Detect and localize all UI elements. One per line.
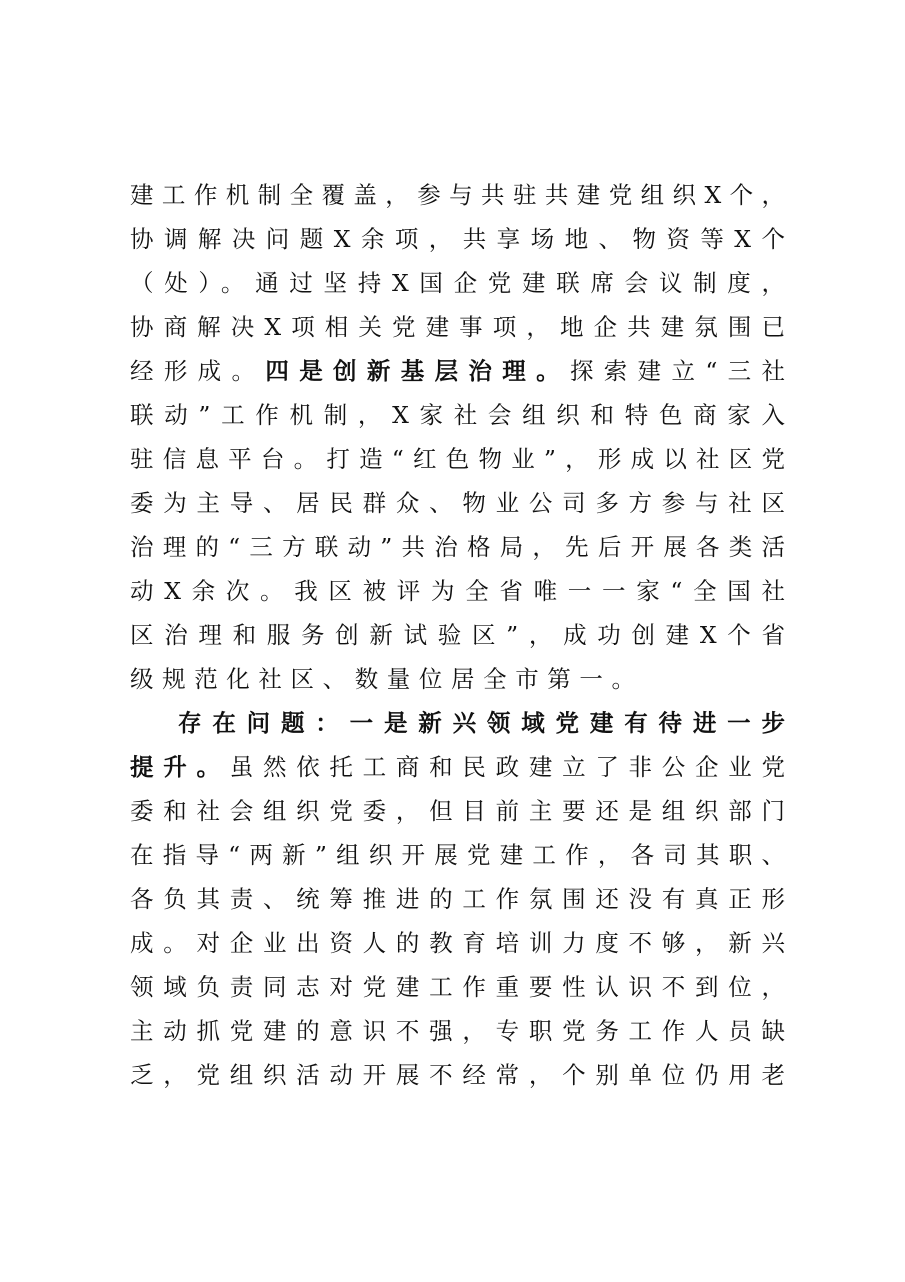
text-run: 经形成。 xyxy=(130,357,266,385)
text-run: 联动”工作机制，X家社会组织和特色商家入 xyxy=(130,401,785,429)
bold-heading-run: 存在问题：一是新兴领域党建有待进一步 xyxy=(178,709,785,737)
text-line xyxy=(130,882,785,916)
text-line xyxy=(130,618,785,652)
text-run: 各负其责、统筹推进的工作氛围还没有真正形 xyxy=(130,885,785,913)
text-run: 成。对企业出资人的教育培训力度不够，新兴 xyxy=(130,929,785,957)
text-line xyxy=(130,750,785,784)
text-line xyxy=(130,1014,785,1048)
text-run: 协商解决X项相关党建事项，地企共建氛围已 xyxy=(130,313,785,341)
text-run: 治理的“三方联动”共治格局，先后开展各类活 xyxy=(130,533,785,561)
text-run: 探索建立“三社 xyxy=(569,357,786,385)
text-run: 建工作机制全覆盖，参与共驻共建党组织X个， xyxy=(130,181,785,209)
text-line xyxy=(178,706,785,740)
text-line xyxy=(130,222,785,256)
text-line xyxy=(130,442,785,476)
text-run: 乏，党组织活动开展不经常，个别单位仍用老 xyxy=(130,1061,785,1089)
text-line xyxy=(130,530,785,564)
text-line xyxy=(130,354,785,388)
text-line xyxy=(130,970,785,1004)
text-line xyxy=(130,1058,785,1092)
text-line xyxy=(130,178,785,212)
bold-heading-run: 提升。 xyxy=(130,753,230,781)
text-line xyxy=(130,662,785,696)
text-line xyxy=(130,266,785,300)
text-run: 委为主导、居民群众、物业公司多方参与社区 xyxy=(130,489,785,517)
text-line xyxy=(130,838,785,872)
text-line xyxy=(130,486,785,520)
text-line xyxy=(130,398,785,432)
text-run: 委和社会组织党委，但目前主要还是组织部门 xyxy=(130,797,785,825)
text-run: 领域负责同志对党建工作重要性认识不到位， xyxy=(130,973,785,1001)
text-run: 区治理和服务创新试验区”，成功创建X个省 xyxy=(130,621,785,649)
text-run: 在指导“两新”组织开展党建工作，各司其职、 xyxy=(130,841,785,869)
text-run: 虽然依托工商和民政建立了非公企业党 xyxy=(229,753,786,781)
text-run: 主动抓党建的意识不强，专职党务工作人员缺 xyxy=(130,1017,785,1045)
text-line xyxy=(130,574,785,608)
text-run: 动X余次。我区被评为全省唯一一家“全国社 xyxy=(130,577,785,605)
text-line xyxy=(130,794,785,828)
text-line xyxy=(130,926,785,960)
text-line xyxy=(130,310,785,344)
text-run: 驻信息平台。打造“红色物业”，形成以社区党 xyxy=(130,445,785,473)
text-run: （处）。通过坚持X国企党建联席会议制度， xyxy=(130,269,785,297)
bold-heading-run: 四是创新基层治理。 xyxy=(265,357,570,385)
text-run: 协调解决问题X余项，共享场地、物资等X个 xyxy=(130,225,785,253)
text-run: 级规范化社区、数量位居全市第一。 xyxy=(130,665,644,693)
